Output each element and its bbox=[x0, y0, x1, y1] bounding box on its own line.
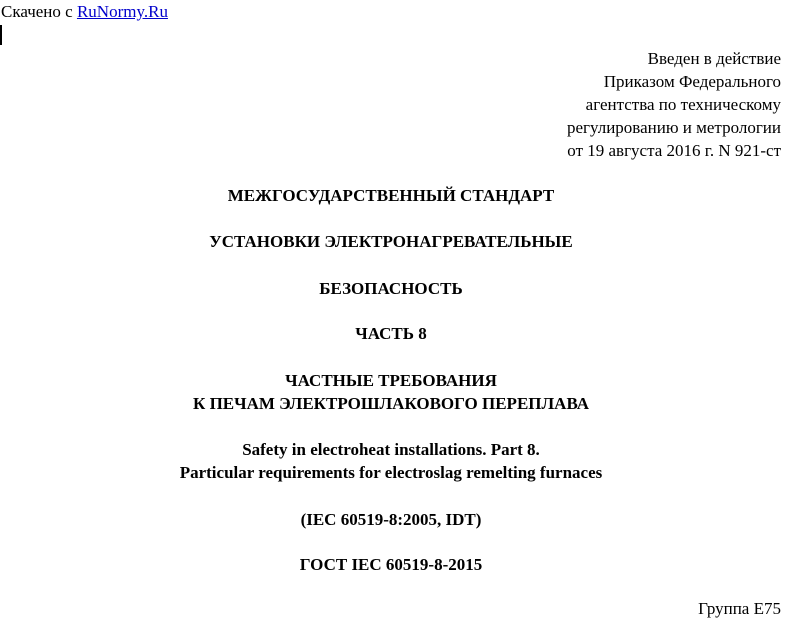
source-prefix: Скачено с bbox=[1, 2, 77, 21]
subtitle-line-2: К ПЕЧАМ ЭЛЕКТРОШЛАКОВОГО ПЕРЕПЛАВА bbox=[193, 394, 589, 413]
iec-reference: (IEC 60519-8:2005, IDT) bbox=[300, 510, 482, 529]
english-title-line-2: Particular requirements for electroslag remelting furnaces bbox=[179, 463, 603, 482]
english-title-line-1: Safety in electroheat installations. Part 8. bbox=[242, 440, 540, 459]
part-heading: ЧАСТЬ 8 bbox=[355, 324, 427, 343]
runormy-link[interactable]: RuNormy.Ru bbox=[76, 2, 168, 21]
decree-line: от 19 августа 2016 г. N 921-ст bbox=[567, 141, 781, 160]
title-line-2: БЕЗОПАСНОСТЬ bbox=[319, 279, 463, 298]
title-line-1: УСТАНОВКИ ЭЛЕКТРОНАГРЕВАТЕЛЬНЫЕ bbox=[209, 232, 573, 251]
standard-type-heading: МЕЖГОСУДАРСТВЕННЫЙ СТАНДАРТ bbox=[227, 186, 555, 205]
decree-block bbox=[567, 47, 781, 162]
decree-line: Введен в действие bbox=[647, 49, 781, 68]
decree-line: агентства по техническому bbox=[585, 95, 781, 114]
source-line bbox=[1, 2, 168, 22]
decree-line: регулированию и метрологии bbox=[566, 118, 781, 137]
subtitle-line-1: ЧАСТНЫЕ ТРЕБОВАНИЯ bbox=[285, 371, 497, 390]
gost-number: ГОСТ IEC 60519-8-2015 bbox=[299, 555, 483, 574]
group-code: Группа Е75 bbox=[698, 599, 781, 618]
text-cursor bbox=[0, 25, 2, 45]
decree-line: Приказом Федерального bbox=[603, 72, 781, 91]
